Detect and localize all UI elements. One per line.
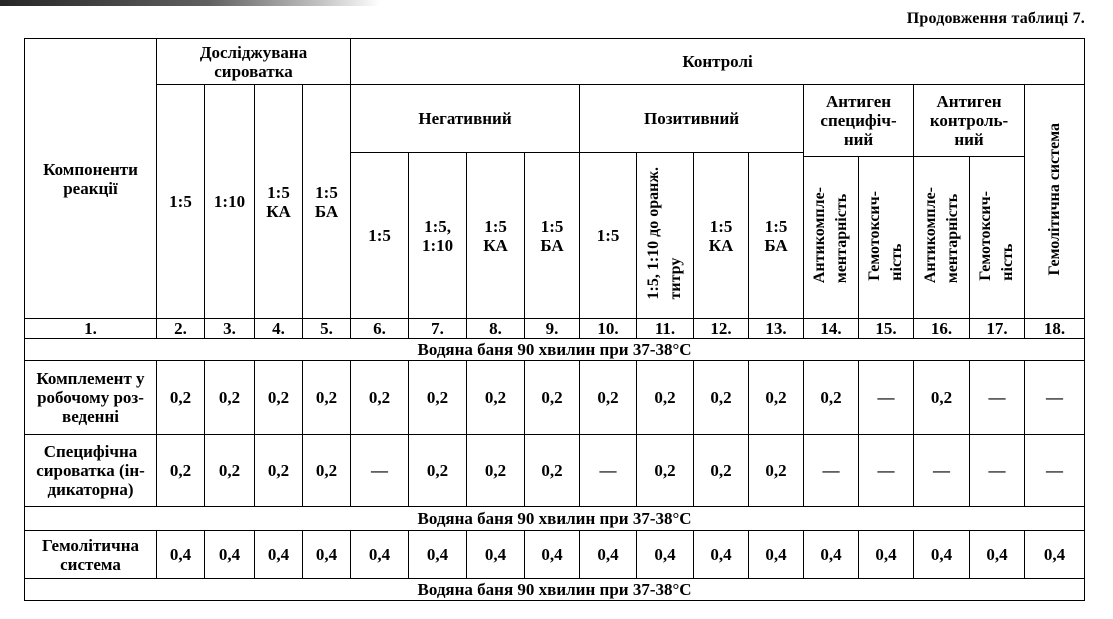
water-bath-row-1 <box>25 339 1085 361</box>
header-test-col-2: 1:10 <box>205 85 255 319</box>
table-cell: 0,2 <box>804 361 859 435</box>
col-number: 5. <box>303 319 351 339</box>
table-cell: 0,4 <box>804 531 859 579</box>
table-cell: 0,2 <box>255 361 303 435</box>
table-row-hemolytic-system <box>25 531 1085 579</box>
table-cell: 0,2 <box>303 361 351 435</box>
table-cell: 0,2 <box>637 361 694 435</box>
table-cell: 0,2 <box>205 435 255 507</box>
table-cell: 0,4 <box>157 531 205 579</box>
header-row-2 <box>25 85 1085 153</box>
table-cell: 0,4 <box>970 531 1025 579</box>
col-number: 18. <box>1025 319 1085 339</box>
table-cell: 0,4 <box>255 531 303 579</box>
table-cell: — <box>970 361 1025 435</box>
row-label: Гемолітична система <box>25 531 157 579</box>
header-test-serum: Досліджувана сироватка <box>157 39 351 85</box>
col-number: 8. <box>467 319 525 339</box>
table-cell: — <box>1025 435 1085 507</box>
col-number: 9. <box>525 319 580 339</box>
table-cell: 0,2 <box>351 361 409 435</box>
col-number: 6. <box>351 319 409 339</box>
table-cell: 0,2 <box>914 361 970 435</box>
table-cell: 0,2 <box>157 361 205 435</box>
table-cell: 0,4 <box>303 531 351 579</box>
table-cell: — <box>970 435 1025 507</box>
header-ctrl-anticompl: Антикомпле- ментарність <box>914 157 970 319</box>
col-number: 3. <box>205 319 255 339</box>
header-neg-col-2: 1:5, 1:10 <box>409 153 467 319</box>
col-number: 15. <box>859 319 914 339</box>
header-antigen-control: Антиген контроль- ний <box>914 85 1025 157</box>
row-label: Комплемент у робочому роз- веденні <box>25 361 157 435</box>
header-spec-hemotox: Гемотоксич- ність <box>859 157 914 319</box>
col-number: 17. <box>970 319 1025 339</box>
table-cell: 0,2 <box>525 435 580 507</box>
table-cell: 0,2 <box>157 435 205 507</box>
table-cell: 0,4 <box>694 531 749 579</box>
table-cell: 0,2 <box>749 361 804 435</box>
header-test-col-4: 1:5 БА <box>303 85 351 319</box>
table-row-complement <box>25 361 1085 435</box>
table-cell: — <box>351 435 409 507</box>
table-cell: — <box>914 435 970 507</box>
table-cell: 0,2 <box>467 435 525 507</box>
col-number: 2. <box>157 319 205 339</box>
col-number: 7. <box>409 319 467 339</box>
header-spec-anticompl: Антикомпле- ментарність <box>804 157 859 319</box>
col-number: 13. <box>749 319 804 339</box>
table-cell: — <box>859 361 914 435</box>
table-cell: — <box>859 435 914 507</box>
table-cell: 0,4 <box>525 531 580 579</box>
header-pos-col-4: 1:5 БА <box>749 153 804 319</box>
table-continuation-caption: Продовження таблиці 7. <box>906 10 1085 27</box>
table-cell: 0,4 <box>749 531 804 579</box>
header-neg-col-4: 1:5 БА <box>525 153 580 319</box>
water-bath-note: Водяна баня 90 хвилин при 37-38°С <box>25 507 1085 531</box>
table-cell: 0,2 <box>409 361 467 435</box>
water-bath-row-2 <box>25 507 1085 531</box>
table-cell: 0,4 <box>580 531 637 579</box>
header-components: Компоненти реакції <box>25 39 157 319</box>
water-bath-note: Водяна баня 90 хвилин при 37-38°С <box>25 579 1085 601</box>
header-pos-col-2: 1:5, 1:10 до оранж. титру <box>637 153 694 319</box>
table-cell: 0,2 <box>467 361 525 435</box>
scan-edge-mark <box>0 0 380 6</box>
column-number-row <box>25 319 1085 339</box>
water-bath-note: Водяна баня 90 хвилин при 37-38°С <box>25 339 1085 361</box>
col-number: 10. <box>580 319 637 339</box>
table-cell: 0,4 <box>637 531 694 579</box>
table-cell: 0,2 <box>749 435 804 507</box>
row-label: Специфічна сироватка (ін- дикаторна) <box>25 435 157 507</box>
reaction-components-table <box>24 38 1085 601</box>
table-cell: 0,2 <box>525 361 580 435</box>
header-hemolytic-system: Гемолітична система <box>1025 85 1085 319</box>
table-cell: 0,4 <box>1025 531 1085 579</box>
col-number: 1. <box>25 319 157 339</box>
col-number: 16. <box>914 319 970 339</box>
header-test-col-1: 1:5 <box>157 85 205 319</box>
table-cell: 0,2 <box>694 361 749 435</box>
header-negative: Негативний <box>351 85 580 153</box>
col-number: 14. <box>804 319 859 339</box>
table-cell: 0,4 <box>409 531 467 579</box>
table-cell: 0,4 <box>351 531 409 579</box>
header-pos-col-3: 1:5 КА <box>694 153 749 319</box>
table-cell: 0,2 <box>580 361 637 435</box>
header-test-col-3: 1:5 КА <box>255 85 303 319</box>
table-cell: — <box>1025 361 1085 435</box>
table-cell: — <box>804 435 859 507</box>
table-cell: 0,2 <box>409 435 467 507</box>
table-cell: 0,4 <box>205 531 255 579</box>
header-ctrl-hemotox: Гемотоксич- ність <box>970 157 1025 319</box>
header-neg-col-3: 1:5 КА <box>467 153 525 319</box>
header-controls: Контролі <box>351 39 1085 85</box>
header-positive: Позитивний <box>580 85 804 153</box>
table-cell: 0,2 <box>303 435 351 507</box>
table-row-specific-serum <box>25 435 1085 507</box>
header-row-1 <box>25 39 1085 85</box>
water-bath-row-3 <box>25 579 1085 601</box>
table-cell: 0,2 <box>694 435 749 507</box>
table-cell: 0,4 <box>914 531 970 579</box>
table-cell: 0,2 <box>205 361 255 435</box>
col-number: 11. <box>637 319 694 339</box>
table-cell: 0,2 <box>255 435 303 507</box>
header-pos-col-1: 1:5 <box>580 153 637 319</box>
table-cell: 0,2 <box>637 435 694 507</box>
col-number: 4. <box>255 319 303 339</box>
table-cell: 0,4 <box>859 531 914 579</box>
header-antigen-specific: Антиген специфіч- ний <box>804 85 914 157</box>
header-neg-col-1: 1:5 <box>351 153 409 319</box>
table-cell: 0,4 <box>467 531 525 579</box>
col-number: 12. <box>694 319 749 339</box>
table-cell: — <box>580 435 637 507</box>
